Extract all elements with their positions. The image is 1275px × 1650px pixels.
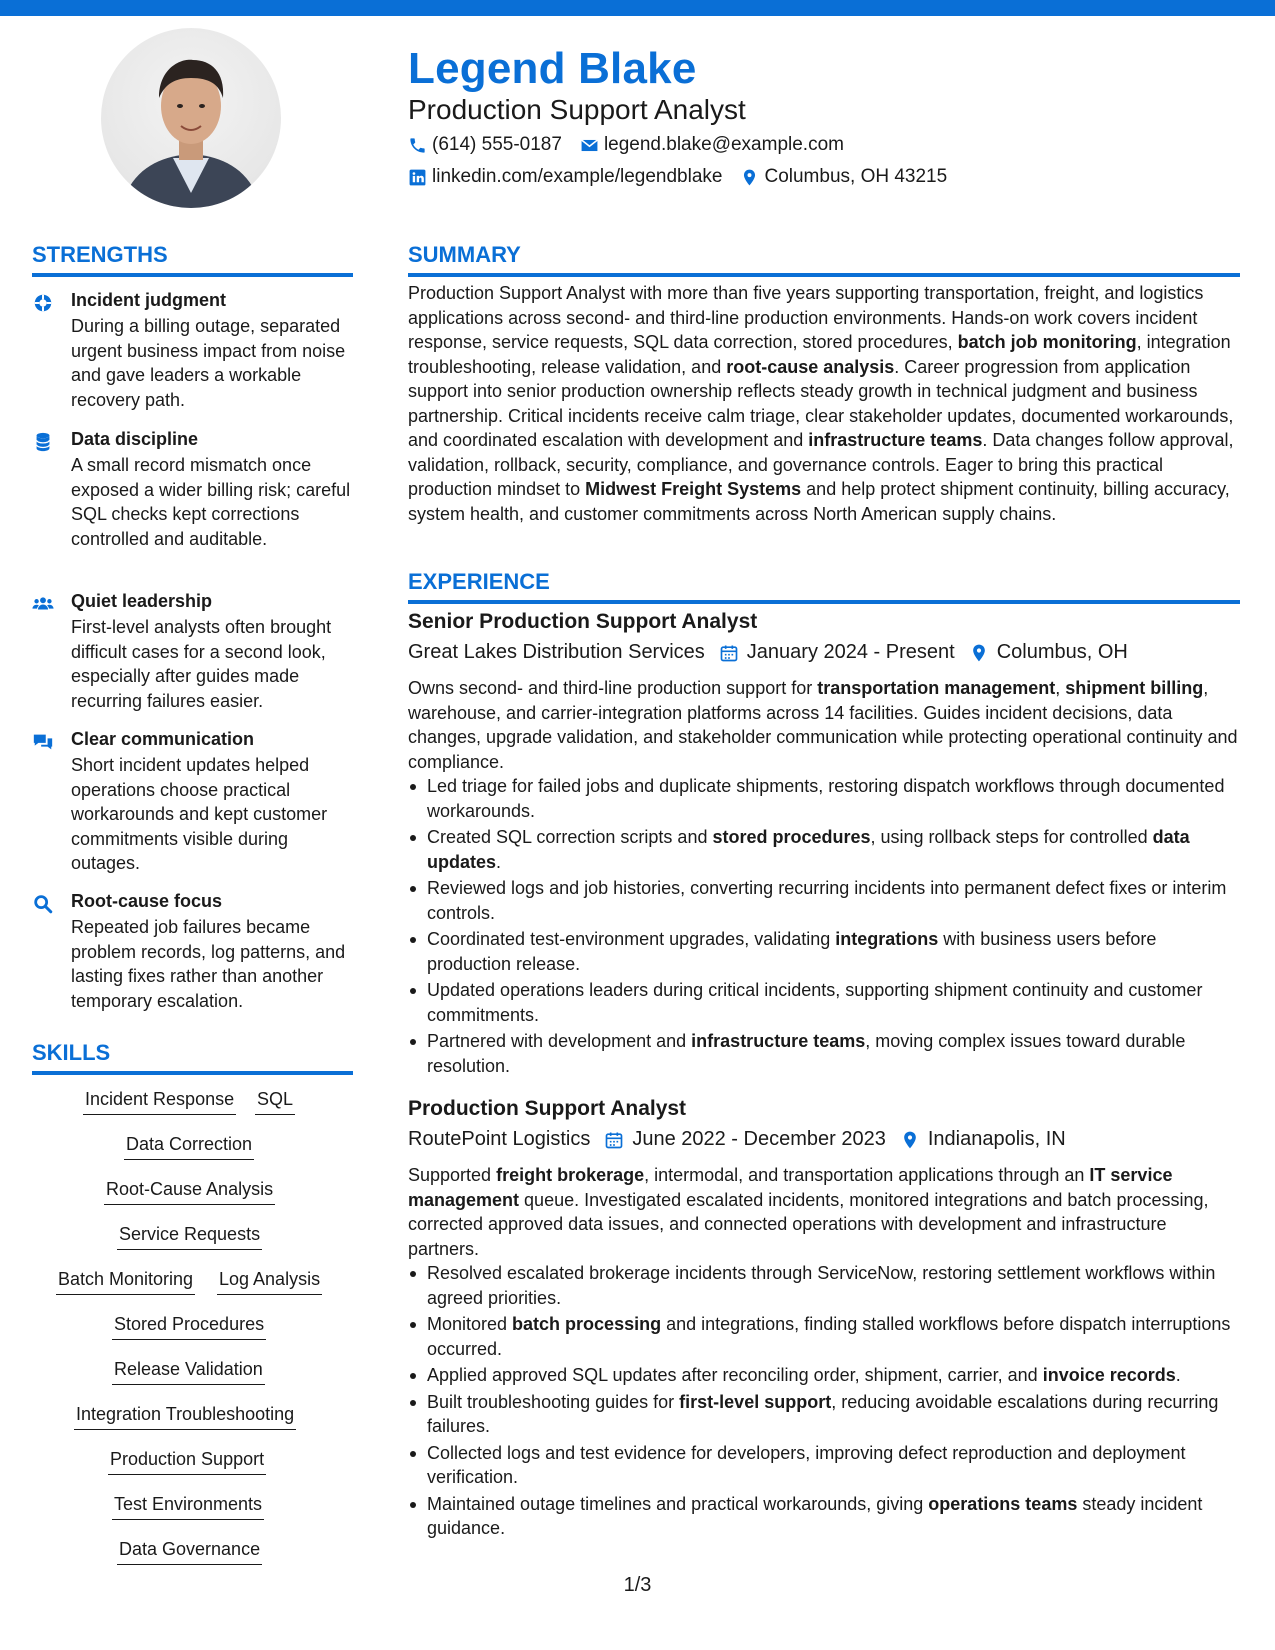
location-text: Columbus, OH 43215: [764, 166, 948, 187]
email-text: legend.blake@example.com: [603, 134, 844, 155]
calendar-icon: [604, 1130, 624, 1150]
life-ring-icon: [32, 292, 54, 314]
skill-tag: SQL: [255, 1089, 295, 1115]
location-item: [740, 166, 947, 188]
candidate-name: Legend Blake: [408, 44, 697, 93]
linkedin-icon: [408, 168, 427, 187]
skill-tag: Test Environments: [112, 1494, 264, 1520]
job-meta: [408, 1128, 1066, 1151]
strength-text: Repeated job failures became problem records, log patterns, and lasting fixes rather than another temporary escalation.: [71, 917, 346, 1011]
job-bullets: [408, 774, 1238, 1080]
strength-title: Root-cause focus: [71, 891, 223, 911]
linkedin-item[interactable]: [408, 166, 722, 188]
bullet-item: Led triage for failed jobs and duplicate shipments, restoring dispatch workflows through documented workarounds.: [408, 774, 1238, 823]
contact-row-2: [408, 166, 965, 188]
bullet-item: Updated operations leaders during critical incidents, supporting shipment continuity and customer commitments.: [408, 978, 1238, 1027]
summary-text: Production Support Analyst with more than five years supporting transportation, freight, and logistics applications across second- and third-line production environments. Hands-on work covers incident response, service requests, SQL data correction, stored procedures, batch job monitoring, integration troubleshooting, release validation, and root-cause analysis. Career progression from application support into senior production ownership reflects steady growth in technical judgment and business partnership. Critical incidents receive calm triage, clear stakeholder updates, documented workarounds, and coordinated escalation with development and infrastructure teams. Data changes follow approval, validation, rollback, security, compliance, and governance controls. Eager to bring this practical production mindset to Midwest Freight Systems and help protect shipment continuity, billing accuracy, system health, and customer commitments across North American supply chains.: [408, 283, 1234, 524]
bullet-item: Applied approved SQL updates after reconciling order, shipment, carrier, and invoice records.: [408, 1363, 1238, 1388]
strength-text: A small record mismatch once exposed a wider billing risk; careful SQL checks kept corrections controlled and auditable.: [71, 455, 351, 549]
search-icon: [32, 893, 54, 915]
bullet-item: Reviewed logs and job histories, converting recurring incidents into permanent defect fixes or interim controls.: [408, 876, 1238, 925]
bullet-item: Created SQL correction scripts and stored procedures, using rollback steps for controlled data updates.: [408, 825, 1238, 874]
calendar-icon: [719, 643, 739, 663]
skills-heading: SKILLS: [32, 1040, 353, 1075]
comments-icon: [32, 731, 54, 753]
strength-title: Data discipline: [71, 429, 199, 449]
bullet-item: Partnered with development and infrastructure teams, moving complex issues toward durable resolution.: [408, 1029, 1238, 1078]
map-pin-icon: [740, 168, 759, 187]
profile-photo: [101, 28, 281, 208]
strength-title: Clear communication: [71, 729, 255, 749]
strengths-heading: STRENGTHS: [32, 242, 353, 277]
strength-title: Incident judgment: [71, 290, 226, 310]
skill-tag: Stored Procedures: [112, 1314, 266, 1340]
page-number: 1/3: [623, 1574, 652, 1596]
experience-heading: EXPERIENCE: [408, 569, 1240, 604]
job-dates: January 2024 - Present: [746, 641, 955, 663]
job-meta: [408, 641, 1128, 664]
bullet-item: Monitored batch processing and integrations, finding stalled workflows before dispatch interruptions occurred.: [408, 1312, 1238, 1361]
skill-tag: Release Validation: [112, 1359, 265, 1385]
bullet-item: Coordinated test-environment upgrades, validating integrations with business users before production release.: [408, 927, 1238, 976]
email-icon: [580, 136, 599, 155]
phone-item[interactable]: [408, 134, 562, 156]
candidate-title: Production Support Analyst: [408, 94, 746, 125]
skill-tag: Log Analysis: [217, 1269, 322, 1295]
summary-heading: SUMMARY: [408, 242, 1240, 277]
skill-tag: Root-Cause Analysis: [104, 1179, 275, 1205]
skill-tag: Batch Monitoring: [56, 1269, 195, 1295]
job-title: Senior Production Support Analyst: [408, 610, 758, 633]
strength-text: Short incident updates helped operations choose practical workarounds and kept customer commitments visible during outages.: [71, 755, 328, 873]
skill-tag: Data Correction: [124, 1134, 254, 1160]
phone-text: (614) 555-0187: [432, 134, 562, 155]
map-pin-icon: [969, 643, 989, 663]
email-item[interactable]: [580, 134, 844, 156]
strength-text: During a billing outage, separated urgent business impact from noise and gave leaders a workable recovery path.: [71, 316, 346, 410]
users-icon: [32, 593, 54, 615]
skill-tag: Production Support: [108, 1449, 266, 1475]
bullet-item: Built troubleshooting guides for first-level support, reducing avoidable escalations during recurring failures.: [408, 1390, 1238, 1439]
job-description: Supported freight brokerage, intermodal, and transportation applications through an IT service management queue. Investigated escalated incidents, monitored integrations and batch processing, corrected approved data issues, and connected operations with development and infrastructure partners.: [408, 1165, 1209, 1259]
job-dates: June 2022 - December 2023: [632, 1128, 886, 1150]
phone-icon: [408, 136, 427, 155]
top-accent-bar: [0, 0, 1275, 16]
strength-text: First-level analysts often brought difficult cases for a second look, especially after guides made recurring failures easier.: [71, 617, 332, 711]
strength-title: Quiet leadership: [71, 591, 213, 611]
company-name: Great Lakes Distribution Services: [408, 641, 705, 663]
job-title: Production Support Analyst: [408, 1097, 687, 1120]
company-name: RoutePoint Logistics: [408, 1128, 591, 1150]
database-icon: [32, 431, 54, 453]
linkedin-text: linkedin.com/example/legendblake: [432, 166, 723, 187]
bullet-item: Resolved escalated brokerage incidents through ServiceNow, restoring settlement workflows within agreed priorities.: [408, 1261, 1238, 1310]
map-pin-icon: [900, 1130, 920, 1150]
skill-tag: Incident Response: [83, 1089, 236, 1115]
job-location: Columbus, OH: [996, 641, 1128, 663]
skill-tag: Integration Troubleshooting: [74, 1404, 296, 1430]
job-description: Owns second- and third-line production support for transportation management, shipment billing, warehouse, and carrier-integration platforms across 14 facilities. Guides incident decisions, data changes, upgrade validation, and stakeholder communication while protecting operational continuity and compliance.: [408, 678, 1238, 772]
bullet-item: Maintained outage timelines and practical workarounds, giving operations teams steady incident guidance.: [408, 1492, 1238, 1541]
contact-row-1: [408, 134, 862, 156]
job-location: Indianapolis, IN: [927, 1128, 1066, 1150]
job-bullets: [408, 1261, 1238, 1543]
skill-tag: Data Governance: [117, 1539, 262, 1565]
skill-tag: Service Requests: [117, 1224, 262, 1250]
bullet-item: Collected logs and test evidence for developers, improving defect reproduction and deployment verification.: [408, 1441, 1238, 1490]
